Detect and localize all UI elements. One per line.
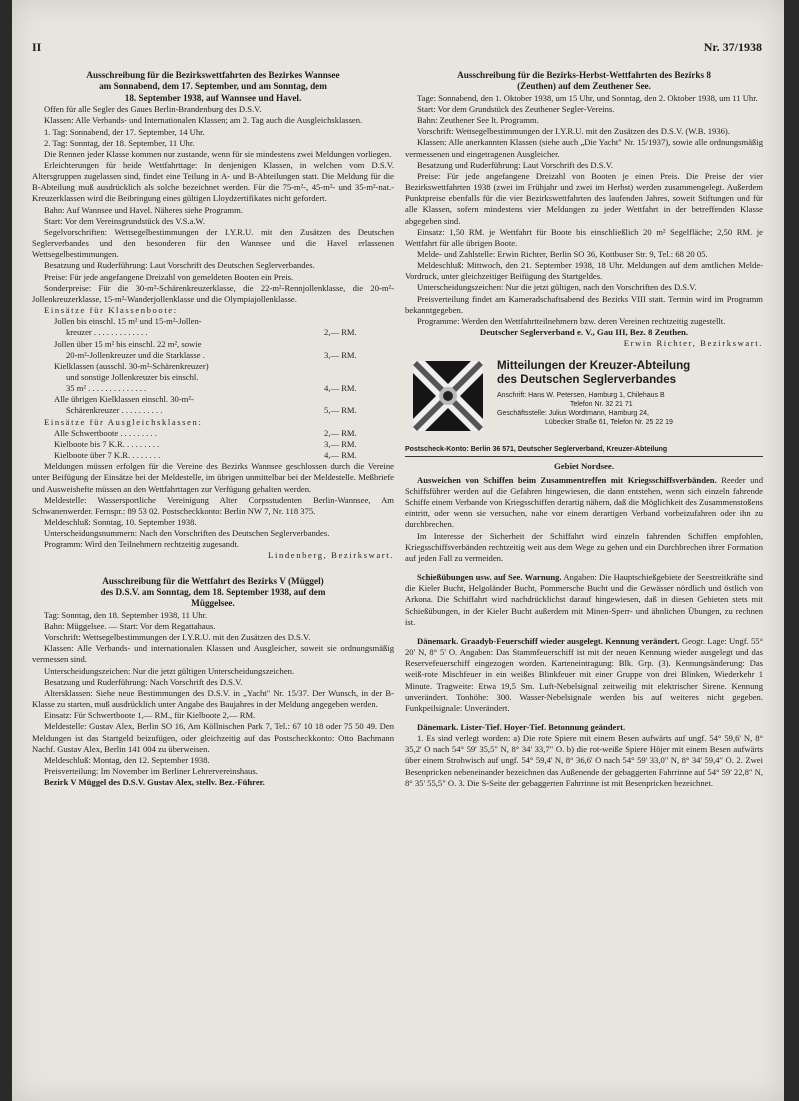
paragraph: Tage: Sonnabend, den 1. Oktober 1938, um 15 Uhr, und Sonntag, den 2. Oktober 1938, um 11 Uhr. <box>417 92 758 103</box>
paragraph: Altersklassen: Siehe neue Bestimmungen des D.S.V. in „Yacht" Nr. 15/37. Der Wunsch, in der B-Klasse zu starten, muß ausdrücklich unter Angabe des Baujahres in der Meldung angegeben werden. <box>32 687 394 710</box>
wannsee-title-line: 18. September 1938, auf Wannsee und Havel. <box>124 92 302 103</box>
left-column <box>32 70 394 1095</box>
fee-label: Alle Schwertboote . . . . . . . . . <box>54 427 157 438</box>
paragraph: 2. Tag: Sonntag, der 18. September, 11 Uhr. <box>44 137 195 148</box>
fee-amount <box>324 316 394 327</box>
fee-amount: 4,— RM. <box>324 383 357 394</box>
notice-graadyb <box>405 636 763 714</box>
paragraph: Einsatz: 1,50 RM. je Wettfahrt für Boote bis einschließlich 20 m² Segelfläche; 2,50 RM. je Wettfahrt für alle übrigen Boote. <box>405 226 763 248</box>
paragraph: Preise: Für jede angefangene Dreizahl von gemeldeten Booten ein Preis. <box>44 271 294 282</box>
zeuthen-signature-org: Deutscher Seglerverband e. V., Gau III, Bez. 8 Zeuthen. <box>479 327 689 338</box>
zeuthen-title-line: Ausschreibung für die Bezirks-Herbst-Wettfahrten des Bezirks 8 <box>457 70 711 80</box>
paragraph: Preisverteilung: Im November im Berliner Lehrervereinshaus. <box>44 766 258 777</box>
paragraph: Einsatz: Für Schwertboote 1,— RM., für Kielboote 2,— RM. <box>44 710 256 721</box>
notice-graadyb-title: Dänemark. Graadyb-Feuerschiff wieder ausgelegt. Kennung verändert. <box>417 635 680 646</box>
club-title-line: Mitteilungen der Kreuzer-Abteilung <box>497 359 691 373</box>
paragraph: Programm: Wird den Teilnehmern rechtzeitig zugesandt. <box>44 539 239 550</box>
club-address: Anschrift: Hans W. Petersen, Hamburg 1, Chilehaus B <box>497 392 665 400</box>
fee-label: Kielboote über 7 K.R. . . . . . . . <box>54 450 161 461</box>
paragraph: Bahn: Zeuthener See lt. Programm. <box>417 115 539 126</box>
paragraph: Meldeschluß: Mittwoch, den 21. September 1938, 18 Uhr. Meldungen auf dem amtlichen Melde-Vordruck, unter gleichzeitiger Beifügung des Startgeldes. <box>405 260 763 282</box>
wannsee-paragraphs <box>32 104 394 305</box>
region-heading: Gebiet Nordsee. <box>553 461 615 472</box>
paragraph: Unterscheidungszeichen: Nur die jetzt gültigen, nach den Vorschriften des D.S.V. <box>417 282 697 293</box>
paragraph: Sonderpreise: Für die 30-m²-Schärenkreuzerklasse, die 22-m²-Rennjollenklasse, die 20-m²-Jollenkreuzerklasse, 15-m²-Wanderjollenklasse und die Olympiajollenklasse. <box>32 282 394 304</box>
fee-amount: 5,— RM. <box>324 405 357 416</box>
notice-shooting <box>405 572 763 628</box>
fee-row <box>32 361 394 372</box>
fees2-title: Einsätze für Ausgleichsklassen: <box>44 416 203 427</box>
paragraph: Besatzung und Ruderführung: Nach Vorschrift des D.S.V. <box>44 676 243 687</box>
newspaper-page <box>12 0 784 1101</box>
wannsee-title-line: am Sonnabend, dem 17. September, und am Sonntag, dem <box>99 81 327 92</box>
paragraph: Offen für alle Segler des Gaues Berlin-Brandenburg des D.S.V. <box>44 104 262 115</box>
notice-graadyb-text: Geogr. Lage: Ungf. 55° 20' N, 8° 5' O. Angaben: Das Stammfeuerschiff ist mit der neuen Kennung wieder ausgelegt und das Reservefeuerschiff eingezogen worden. Karteneintragung: Blk. Grp. (3). Kennungsänderung: Das weiß-rote Mischfeuer in ein weißes Blinkfeuer mit einer Gruppe von drei Blinken, Wiederkehr 1 Minute. Tragweite: Etwa 19,5 Sm. Luft-Nebelsignal zeitweilig mit elektrischer Sirene. Kennung unverändert. Tonhöhe: 300. Wasser-Nebelsignale werden bis auf weiteres nicht gegeben. Funkpeilsignale: Unverändert. <box>405 635 763 713</box>
paragraph: Melde- und Zahlstelle: Erwin Richter, Berlin SO 36, Kottbuser Str. 9, Tel.: 68 20 05. <box>417 249 708 259</box>
notice-collision-text: Reeder und Schiffsführer werden auf die Gefahren hingewiesen, die dann entstehen, wenn sich einzeln fahrende Schiffe einem Verbande von Kriegsschiffen derartig nähern, daß die Möglichkeit des Zusammenstoßens eintritt, oder wenn sie versuchen, nahe vor einem derartigen Verband vorbeizufahren oder ihn zu durchbrechen. <box>405 474 763 530</box>
fee-amount: 4,— RM. <box>324 450 357 461</box>
fee-row <box>32 450 394 461</box>
paragraph: Klassen: Alle Verbands- und Internationalen Klassen; am 2. Tag auch die Ausgleichsklassen. <box>44 115 363 126</box>
paragraph: Start: Vor dem Vereinsgrundstück des V.S.a.W. <box>44 215 205 226</box>
paragraph: Preise: Für jede angefangene Dreizahl von Booten je einen Preis. Die Preise der vier Bezirkswettfahrten 1938 (zwei im Frühjahr und zwei im Herbst) werden zusammengelegt. Außerdem Punktpreise ebenfalls für die vier Bezirkswettfahrten des laufenden Jahres, soweit Stiftungen und für alle Klassen, sofern mindestens vier Meldungen zu jeder Wettfahrt in der betreffenden Klasse abgegeben sind. <box>405 170 763 226</box>
fee-label: und sonstige Jollenkreuzer bis einschl. <box>66 371 199 382</box>
fees2-table <box>32 428 394 461</box>
club-office-address: Lübecker Straße 61, Telefon Nr. 25 22 19 <box>545 419 673 427</box>
fee-label: Jollen bis einschl. 15 m² und 15-m²-Jollen- <box>54 316 202 327</box>
fee-label: Kielklassen (ausschl. 30-m²-Schärenkreuzer) <box>54 360 209 371</box>
paragraph: Meldestelle: Wassersportliche Vereinigung Alter Corpsstudenten Berlin-Wannsee, Am Schwanenwerder. Fernspr.: 89 53 02. Postscheckkonto: Berlin NW 7, Nr. 118 375. <box>32 494 394 516</box>
club-flag-icon <box>413 361 483 431</box>
paragraph: Bahn: Müggelsee. — Start: Vor dem Regattahaus. <box>44 621 216 631</box>
club-header <box>405 355 763 441</box>
fee-row <box>32 327 394 338</box>
notice-shooting-text: Angaben: Die Hauptschießgebiete der Seestreitkräfte sind die Kieler Bucht, Helgoländer Bucht, Pommersche Bucht und die Gewässer nördlich und östlich von Arkona. Die Schiffahrt wird nachdrücklichst darauf hingewiesen, daß in diesen Gebieten stets mit Schießübungen, in der Kieler Bucht außerdem mit Minen-Sperr- und ähnlichen Übungen, zu rechnen ist. <box>405 572 763 627</box>
paragraph: Besatzung und Ruderführung: Laut Vorschrift des D.S.V. <box>417 159 613 170</box>
notice-collision <box>405 475 763 531</box>
notice-lister-title: Dänemark. Lister-Tief. Hoyer-Tief. Betonnung geändert. <box>417 721 626 732</box>
fee-amount <box>324 372 394 383</box>
fee-row <box>32 383 394 394</box>
paragraph: Meldestelle: Gustav Alex, Berlin SO 16, Am Köllnischen Park 7, Tel.: 67 10 18 oder 75 50 49. Den Meldungen ist das Startgeld beizufügen, oder gleichzeitig auf das Postscheckkonto: Otto Bachmann Nachf. Gustav Alex, Berlin 141 004 zu überweisen. <box>32 721 394 754</box>
paragraph: Besatzung und Ruderführung: Laut Vorschrift des Deutschen Seglerverbandes. <box>44 260 315 271</box>
fee-amount <box>324 361 394 372</box>
fee-row <box>32 339 394 350</box>
fee-row <box>32 405 394 416</box>
fee-label: Alle übrigen Kielklassen einschl. 30-m²- <box>54 394 194 405</box>
paragraph: Klassen: Alle anerkannten Klassen (siehe auch „Die Yacht" Nr. 15/1937), sowie alle ordnungsmäßig vermessenen und eingetragenen Ausgleicher. <box>405 137 763 159</box>
fee-amount: 2,— RM. <box>324 327 357 338</box>
paragraph: Meldungen müssen erfolgen für die Vereine des Bezirks Wannsee geschlossen durch die Vereine unter Beifügung der Einsätze bei der Meldestelle, im übrigen unmittelbar bei der Meldestelle. Meßbriefe und Ausweishefte müssen an den Wettfahrttagen zur Verfügung gehalten werden. <box>32 461 394 494</box>
fee-label: Schärenkreuzer . . . . . . . . . . <box>66 405 163 416</box>
fee-label: 35 m² . . . . . . . . . . . . . . <box>66 383 147 394</box>
fee-amount: 2,— RM. <box>324 427 357 438</box>
mueggel-title-line: Ausschreibung für die Wettfahrt des Bezirks V (Müggel) <box>102 575 324 586</box>
paragraph: Meldeschluß: Sonntag, 10. September 1938. <box>44 517 197 527</box>
club-title <box>497 359 763 387</box>
paragraph: Erleichterungen für beide Wettfahrttage: In denjenigen Klassen, in welchen vom D.S.V. Altersgruppen zugelassen sind, findet eine Teilung in A- und B-Abteilungen statt. Die Meldung für die B-Abteilung muß ausdrücklich als solche bezeichnet werden. Für die 75-m²-, 45-m²- und 35-m²-nat.-Kreuzerklassen wird die Beibringung eines gültigen Lloydzertifikates nicht gefordert. <box>32 160 394 204</box>
paragraph: Programme: Werden den Wettfahrtteilnehmern bzw. deren Vereinen rechtzeitig zugestellt. <box>417 315 726 326</box>
zeuthen-title-line: (Zeuthen) auf dem Zeuthener See. <box>517 81 651 92</box>
notice-shooting-title: Schießübungen usw. auf See. Warnung. <box>417 572 562 583</box>
zeuthen-title <box>405 70 763 93</box>
notice-lister-text: 1. Es sind verlegt worden: a) Die rote Spiere mit einem Besen aufwärts auf ungf. 54° 59,6' N, 8° 35,2' O nach 54° 59' 35,5" N, 8° 34' 33,7" O. b) die rot-weiße Spiere Höjer mit einem Besen aufwärts über einem Strohwisch auf ungf. 54° 59,4' N, 8° 36,6' O nach 54° 59' 33,0" N, 8° 34' 59,4" O. 2. Zwei Besenpricken nebeneinander bezeichnen das Außenende der gebaggerten Fahrrinne auf 54° 59' 22,8" N, 8° 35' 55,5" O. 3. Die S-Seite der gebaggerten Fahrrinne ist mit Besenpricken bezeichnet. <box>405 733 763 788</box>
fee-row <box>32 394 394 405</box>
fee-amount <box>324 394 394 405</box>
fee-amount: 3,— RM. <box>324 349 357 360</box>
paragraph: Klassen: Alle Verbands- und internationalen Klassen und Ausgleicher, soweit sie ordnungsmäßig vermessen sind. <box>32 643 394 665</box>
fee-label: Kielboote bis 7 K.R. . . . . . . . . <box>54 438 160 449</box>
wannsee-title-line: Ausschreibung für die Bezirkswettfahrten des Bezirkes Wannsee <box>86 70 340 80</box>
club-divider <box>405 456 763 457</box>
issue-number: Nr. 37/1938 <box>703 40 762 54</box>
notice-collision-title: Ausweichen von Schiffen beim Zusammentreffen mit Kriegsschiffsverbänden. <box>417 474 717 485</box>
fee-amount: 3,— RM. <box>324 438 357 449</box>
right-column <box>405 70 763 1095</box>
club-phone: Telefon Nr. 32 21 71 <box>570 401 633 409</box>
wannsee-title <box>32 70 394 104</box>
club-postscheck: Postscheck-Konto: Berlin 36 571, Deutscher Seglerverband, Kreuzer-Abteilung <box>405 446 668 454</box>
mueggel-title-line: Müggelsee. <box>191 598 235 609</box>
paragraph: Tag: Sonntag, den 18. September 1938, 11 Uhr. <box>44 609 208 620</box>
paragraph: Vorschrift: Wettsegelbestimmungen der I.Y.R.U. mit den Zusätzen des D.S.V. (W.B. 1936). <box>417 126 730 137</box>
fees-title: Einsätze für Klassenboote: <box>44 305 178 316</box>
fee-row <box>32 428 394 439</box>
zeuthen-signature: Erwin Richter, Bezirkswart. <box>623 338 763 349</box>
zeuthen-paragraphs <box>405 93 763 327</box>
paragraph: Meldeschluß: Montag, den 12. September 1938. <box>44 754 210 765</box>
paragraph: Vorschrift: Wettsegelbestimmungen der I.Y.R.U. mit den Zusätzen des D.S.V. <box>44 632 311 643</box>
mueggel-paragraphs <box>32 610 394 777</box>
paragraph: Unterscheidungsnummern: Nach den Vorschriften des Deutschen Seglerverbandes. <box>44 528 330 539</box>
page-header <box>32 40 762 56</box>
mueggel-title <box>32 576 394 610</box>
fee-amount <box>324 339 394 350</box>
wannsee-signature: Lindenberg, Bezirkswart. <box>268 550 394 561</box>
fee-row <box>32 350 394 361</box>
paragraph: Die Rennen jeder Klasse kommen nur zustande, wenn für sie mindestens zwei Meldungen vorliegen. <box>44 148 392 159</box>
fee-label: Jollen über 15 m² bis einschl. 22 m², sowie <box>54 338 202 349</box>
fee-label: 20-m²-Jollenkreuzer und die Starklasse . <box>66 349 205 360</box>
fee-label: kreuzer . . . . . . . . . . . . . <box>66 327 148 338</box>
club-office: Geschäftsstelle: Julius Wordtmann, Hamburg 24, <box>497 410 649 418</box>
page-number: II <box>32 40 42 54</box>
mueggel-signature: Bezirk V Müggel des D.S.V. Gustav Alex, stellv. Bez.-Führer. <box>44 777 265 788</box>
paragraph: Bahn: Auf Wannsee und Havel. Näheres siehe Programm. <box>44 204 243 215</box>
fee-row <box>32 316 394 327</box>
notice-collision-2: Im Interesse der Sicherheit der Schiffahrt wird einzeln fahrenden Schiffen empfohlen, Kriegsschiffsverbänden rechtzeitig weit aus dem Wege zu gehen und ein Durchbrechen ihrer Formation auf jeden Fall zu vermeiden. <box>405 530 763 563</box>
paragraph: Start: Vor dem Grundstück des Zeuthener Segler-Vereins. <box>417 103 615 114</box>
fee-row <box>32 439 394 450</box>
paragraph: Unterscheidungszeichen: Nur die jetzt gültigen Unterscheidungszeichen. <box>44 665 295 676</box>
fees-table <box>32 316 394 416</box>
paragraph: Segelvorschriften: Wettsegelbestimmungen der I.Y.R.U. mit den Zusätzen des Deutschen Seglerverbandes und den besonderen für den Wannsee und die Havel erlassenen Wettsegelbestimmungen. <box>32 226 394 260</box>
club-title-line: des Deutschen Seglerverbandes <box>497 373 677 387</box>
paragraph: Preisverteilung findet am Kameradschaftsabend des Bezirks VIII statt. Termin wird im Programm bekanntgegeben. <box>405 293 763 315</box>
fee-row <box>32 372 394 383</box>
wannsee-paragraphs-2 <box>32 461 394 550</box>
mueggel-title-line: des D.S.V. am Sonntag, dem 18. September 1938, auf dem <box>100 587 326 598</box>
paragraph: 1. Tag: Sonnabend, der 17. September, 14 Uhr. <box>44 126 205 137</box>
